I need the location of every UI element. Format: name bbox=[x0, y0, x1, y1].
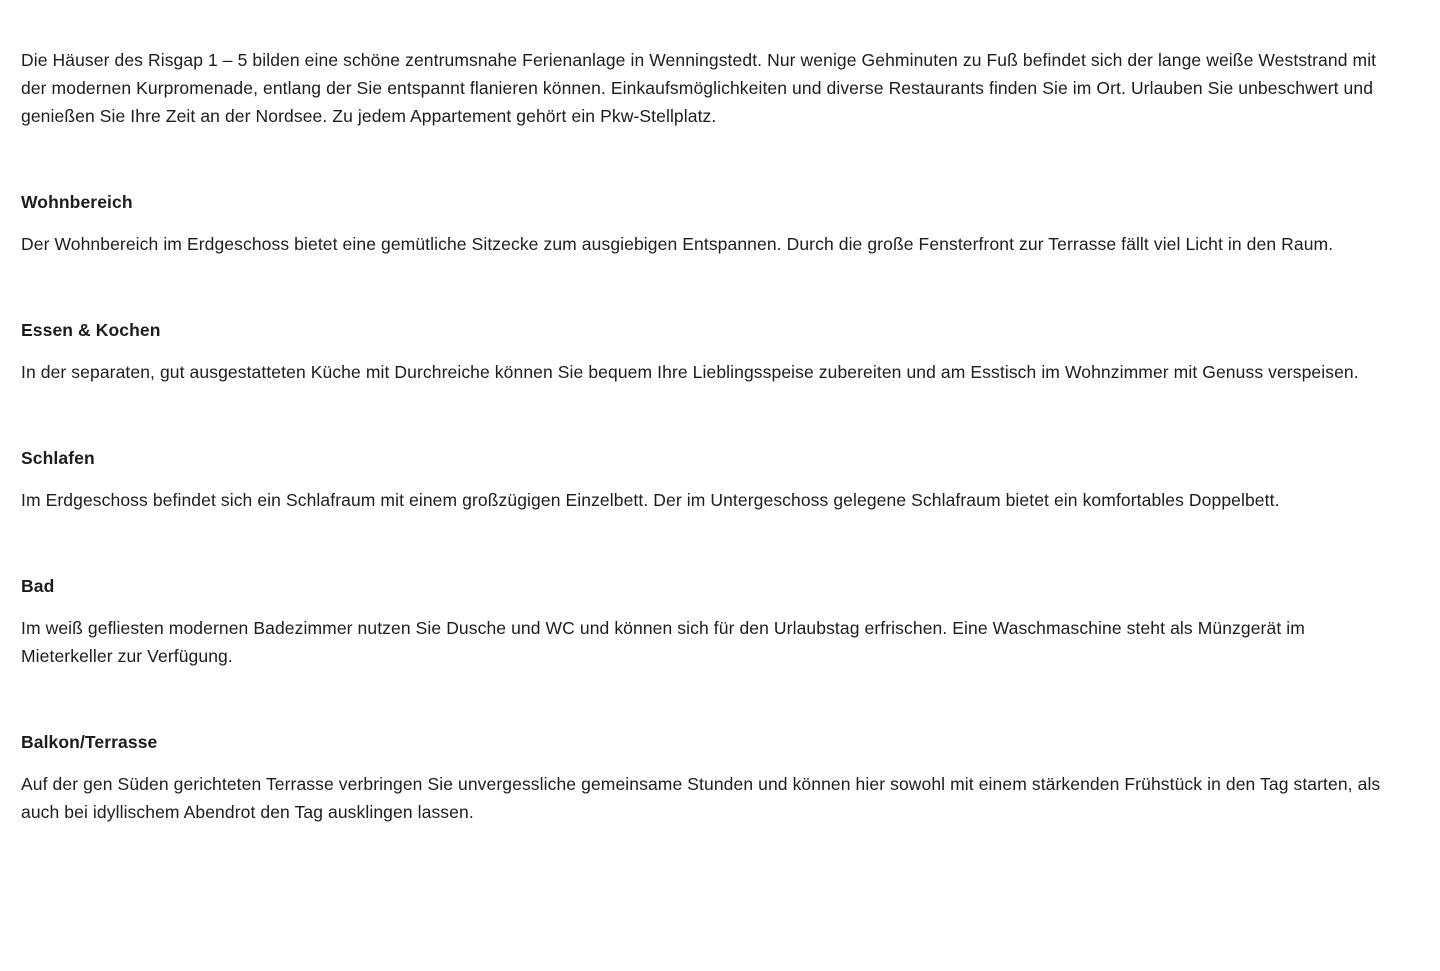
intro-paragraph: Die Häuser des Risgap 1 – 5 bilden eine schöne zentrumsnahe Ferienanlage in Wenningstedt. Nur wenige Gehminuten zu Fuß befindet sich der lange weiße Weststrand mit der modernen Kurpromenade, entlang der Sie entspannt flanieren können. Einkaufsmöglichkeiten und diverse Restaurants finden Sie im Ort. Urlauben Sie unbeschwert und genießen Sie Ihre Zeit an der Nordsee. Zu jedem Appartement gehört ein Pkw-Stellplatz. bbox=[21, 50, 1377, 126]
section-body-essen-kochen: In der separaten, gut ausgestatteten Küche mit Durchreiche können Sie bequem Ihre Lieblingsspeise zubereiten und am Esstisch im Wohnzimmer mit Genuss verspeisen. bbox=[21, 362, 1359, 382]
section-body-bad: Im weiß gefliesten modernen Badezimmer nutzen Sie Dusche und WC und können sich für den Urlaubstag erfrischen. Eine Waschmaschine steht als Münzgerät im Mieterkeller zur Verfügung. bbox=[21, 618, 1305, 666]
property-description-document bbox=[21, 46, 1381, 826]
section-heading-balkon-terrasse: Balkon/Terrasse bbox=[21, 732, 158, 752]
section-body-wohnbereich: Der Wohnbereich im Erdgeschoss bietet eine gemütliche Sitzecke zum ausgiebigen Entspannen. Durch die große Fensterfront zur Terrasse fällt viel Licht in den Raum. bbox=[21, 234, 1334, 254]
section-heading-bad: Bad bbox=[21, 576, 55, 596]
section-body-schlafen: Im Erdgeschoss befindet sich ein Schlafraum mit einem großzügigen Einzelbett. Der im Untergeschoss gelegene Schlafraum bietet ein komfortables Doppelbett. bbox=[21, 490, 1280, 510]
section-body-balkon-terrasse: Auf der gen Süden gerichteten Terrasse verbringen Sie unvergessliche gemeinsame Stunden und können hier sowohl mit einem stärkenden Frühstück in den Tag starten, als auch bei idyllischem Abendrot den Tag ausklingen lassen. bbox=[21, 774, 1381, 822]
section-heading-wohnbereich: Wohnbereich bbox=[21, 192, 133, 212]
section-heading-schlafen: Schlafen bbox=[21, 448, 95, 468]
section-heading-essen-kochen: Essen & Kochen bbox=[21, 320, 161, 340]
